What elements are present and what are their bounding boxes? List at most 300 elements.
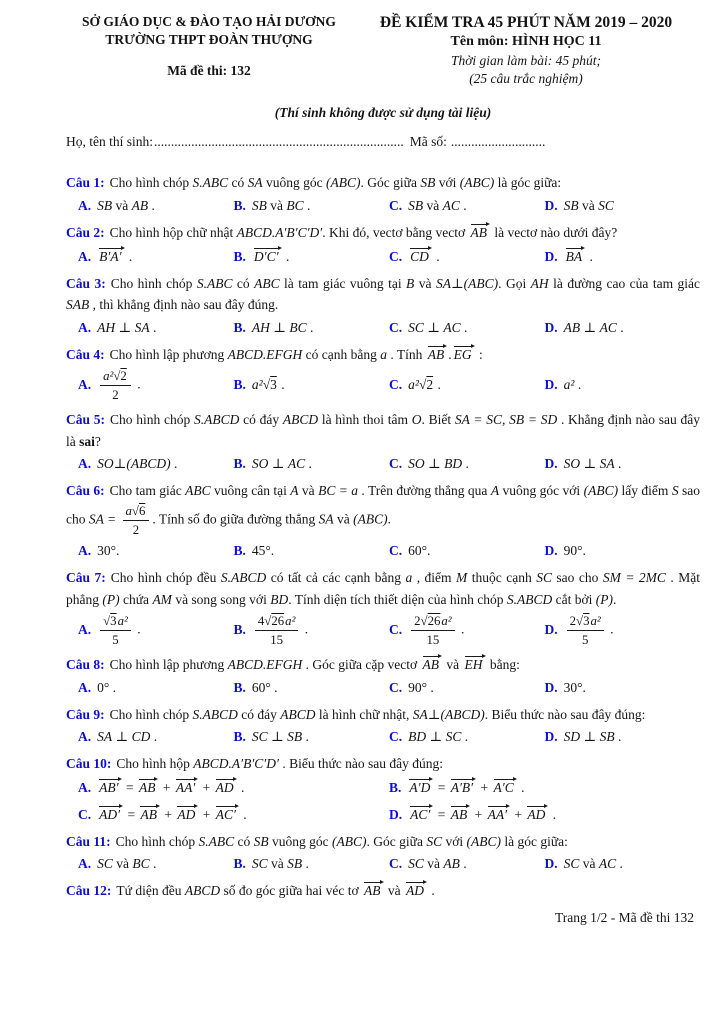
question-label: Câu 10:	[66, 756, 112, 772]
question-label: Câu 7:	[66, 569, 106, 585]
vector: AD′	[98, 804, 123, 822]
vector: CD	[409, 246, 432, 264]
school-name: TRƯỜNG THPT ĐOÀN THƯỢNG	[105, 32, 313, 48]
option-label: D.	[544, 248, 558, 264]
option-label: D.	[544, 198, 558, 214]
vector: AC′	[409, 804, 433, 822]
math-var: S.ABCD	[506, 591, 553, 607]
math-var: SC	[251, 729, 268, 745]
math-var: (ABCD)	[126, 456, 171, 472]
question-body: Câu 9: Cho hình chóp S.ABCD có đáy ABCD là hình chữ nhật, SA⊥(ABCD). Biểu thức nào sau đây đúng:	[66, 706, 646, 722]
option-a: A. $\frac{\text{√3a²}}{5}$ .	[78, 614, 141, 648]
radicand: 3	[270, 377, 277, 393]
math-var: AC	[598, 856, 617, 872]
radicand: 2	[120, 369, 127, 384]
vector: AB	[427, 344, 448, 362]
exam-duration: Thời gian làm bài: 45 phút;	[450, 53, 602, 69]
question-body: Câu 10: Cho hình hộp ABCD.A′B′C′D′ . Biểu thức nào sau đây đúng:	[66, 756, 444, 772]
question-body: Câu 11: Cho hình chóp S.ABC có SB vuông góc (ABC). Góc giữa SC với (ABC) là góc giữa:	[66, 833, 568, 849]
question-12	[66, 880, 700, 902]
math-var: SA =	[88, 511, 120, 527]
numerator: 4√26a²	[255, 613, 299, 631]
question-label: Câu 8:	[66, 657, 105, 673]
option-label: B.	[233, 319, 246, 335]
question-label: Câu 2:	[66, 224, 105, 240]
option-d: D. SB và SC	[544, 198, 614, 214]
vector: AB	[470, 222, 491, 240]
option-b: B. SB và BC .	[233, 198, 311, 214]
math-var: SB	[563, 198, 579, 214]
option-c: C. SC và AB .	[389, 856, 467, 872]
math-var: M	[456, 569, 468, 585]
question-body: Câu 7: Cho hình chóp đều S.ABCD có tất cả các cạnh bằng a , điểm M thuộc cạnh SC sao cho SM = 2MC . Mặt phẳng (P) chứa AM và song song với BD. Tính diện tích thiết diện của hình chóp S.ABCD cắt bởi (P).	[66, 569, 701, 607]
option-b: B. a²√3 .	[233, 377, 285, 393]
vector: AB	[138, 777, 159, 795]
math-var: a	[125, 503, 132, 518]
options-grid	[66, 854, 700, 875]
question-label: Câu 5:	[66, 412, 105, 428]
vector: AB	[450, 804, 471, 822]
math-var: SC	[251, 856, 268, 872]
option-c: C. 60°.	[389, 543, 431, 559]
question-4	[66, 344, 700, 405]
option-label: C.	[389, 679, 403, 695]
math-var: AH	[97, 319, 116, 335]
math-var: ABC	[185, 483, 211, 499]
math-var: BC	[132, 856, 150, 872]
math-var: SC	[536, 569, 552, 585]
math-var: ABCD	[282, 412, 319, 428]
option-b: B. D′C′ .	[234, 246, 390, 268]
options-grid	[66, 246, 700, 268]
question-3	[66, 273, 700, 339]
subject-name: Tên môn: HÌNH HỌC 11	[450, 34, 602, 50]
questions-list	[66, 172, 700, 901]
math-var: SB	[599, 729, 615, 745]
option-label: A.	[78, 248, 92, 264]
fraction	[100, 368, 131, 403]
code-label: Mã số:	[409, 134, 447, 150]
options-grid	[66, 454, 700, 475]
math-var: SC	[97, 856, 113, 872]
option-a: A. AB′ = AB + AA′ + AD .	[78, 777, 389, 799]
fraction	[411, 613, 455, 648]
student-name-line	[66, 134, 700, 150]
math-var: (ABC)	[326, 175, 361, 191]
option-label: C.	[389, 729, 403, 745]
question-label: Câu 6:	[66, 483, 105, 499]
option-label: C.	[389, 621, 403, 637]
option-label: C.	[389, 456, 403, 472]
option-label: D.	[544, 456, 558, 472]
math-var: ABCD.EFGH	[227, 346, 303, 362]
header-right-block	[352, 13, 700, 88]
option-b: B. AH ⊥ BC .	[233, 319, 314, 335]
math-var: AB	[131, 198, 149, 214]
radicand: 6	[138, 503, 146, 518]
math-var: (ABCD)	[440, 706, 485, 722]
math-var: BC	[289, 319, 307, 335]
math-var: (ABC)	[583, 483, 619, 499]
fraction	[567, 613, 604, 648]
square-root: √3	[576, 614, 590, 629]
option-b: B. SO ⊥ AC .	[233, 456, 312, 472]
fraction	[100, 613, 131, 648]
option-label: B.	[233, 856, 246, 872]
math-var: S.ABC	[198, 833, 235, 849]
option-d: D. a² .	[544, 377, 582, 393]
option-label: C.	[389, 319, 403, 335]
option-d: D. 90°.	[544, 543, 586, 559]
vector: AD	[176, 804, 198, 822]
options-grid	[66, 367, 700, 404]
question-body: Câu 5: Cho hình chóp S.ABCD có đáy ABCD là hình thoi tâm O. Biết SA = SC, SB = SD . Khẳng định nào sau đây là sai?	[66, 412, 700, 449]
name-dotted-line: ..........................................................................	[154, 134, 404, 150]
numerator	[100, 368, 131, 386]
math-var: S.ABC	[196, 275, 233, 291]
math-var: SA	[134, 319, 150, 335]
math-var: BD	[270, 591, 289, 607]
option-label: D.	[544, 679, 558, 695]
math-var: BD	[408, 729, 427, 745]
math-var: AM	[152, 591, 172, 607]
math-var: ABCD	[184, 883, 221, 899]
option-d: D. BA .	[545, 246, 701, 268]
question-label: Câu 4:	[66, 346, 105, 362]
option-label: A.	[78, 456, 92, 472]
option-a: A. SC và BC .	[78, 856, 157, 872]
math-var: SO	[97, 456, 114, 472]
option-label: B.	[233, 679, 246, 695]
math-var: SA	[318, 511, 334, 527]
math-var: SC	[563, 856, 580, 872]
option-label: A.	[78, 856, 92, 872]
math-var: (ABC)	[459, 175, 495, 191]
option-d: D. SO ⊥ SA .	[544, 456, 622, 472]
option-b: B. SC ⊥ SB .	[233, 729, 309, 745]
exam-header	[66, 13, 700, 88]
math-var: a²	[408, 377, 419, 393]
math-var: (P)	[102, 591, 120, 607]
math-var: SC	[445, 729, 462, 745]
math-var: AC	[443, 319, 461, 335]
question-7	[66, 567, 700, 649]
math-var: (P)	[595, 591, 614, 607]
square-root: √26	[420, 614, 441, 629]
square-root: √3	[103, 614, 117, 629]
numerator: 2√3a²	[567, 613, 604, 631]
vector: AD	[526, 804, 548, 822]
math-var: ABC	[254, 275, 280, 291]
vector: AC′	[215, 804, 239, 822]
options-grid	[66, 196, 700, 217]
option-label: D.	[544, 729, 558, 745]
option-label: B.	[233, 248, 246, 264]
radicand: 26	[271, 614, 285, 629]
vector: D′C′	[253, 246, 282, 264]
math-var: SM = 2MC	[602, 569, 666, 585]
option-c: C. SC ⊥ AC .	[389, 319, 468, 335]
math-var: B	[406, 275, 415, 291]
option-a: A. SA ⊥ CD .	[78, 729, 158, 745]
math-var: SA	[97, 729, 113, 745]
option-c: C. $\frac{\text{2√26a²}}{15}$ .	[389, 614, 465, 648]
radicand: 3	[110, 614, 117, 629]
option-label: C.	[389, 543, 403, 559]
math-var: ABCD.EFGH	[227, 657, 303, 673]
option-c: C. AD′ = AB + AD + AC′ .	[78, 804, 389, 826]
math-var: AH	[251, 319, 270, 335]
question-10	[66, 753, 700, 825]
math-var: AH	[530, 275, 549, 291]
math-var: ABCD	[280, 706, 316, 722]
math-var: S	[671, 483, 679, 499]
math-var: SC	[408, 319, 424, 335]
fraction	[123, 503, 150, 538]
math-var: a²	[590, 614, 601, 629]
numerator	[100, 613, 131, 631]
question-9	[66, 704, 700, 749]
option-label: A.	[78, 543, 92, 559]
exam-notice: (Thí sinh không được sử dụng tài liệu)	[274, 105, 492, 121]
options-grid	[66, 727, 700, 748]
option-a: A. SB và AB .	[78, 198, 155, 214]
options-grid	[66, 612, 700, 649]
question-body: Câu 6: Cho tam giác ABC vuông cân tại A và BC = a . Trên đường thẳng qua A vuông góc với (ABC) lấy điểm S sao cho SA = $\frac{a√6}{2}$ . Tính số đo giữa đường thẳng SA và (ABC).	[66, 483, 700, 537]
vector: EG	[453, 344, 475, 362]
option-a: A. B′A′ .	[78, 246, 234, 268]
math-var: SB	[251, 198, 267, 214]
option-label: D.	[544, 621, 558, 637]
math-var: S.ABC	[192, 175, 229, 191]
option-label: D.	[544, 856, 558, 872]
options-grid	[66, 541, 700, 562]
vector: AA′	[487, 804, 510, 822]
question-count: (25 câu trắc nghiệm)	[469, 71, 583, 87]
option-a: A. SO⊥(ABCD) .	[78, 456, 178, 472]
page-footer	[66, 910, 700, 926]
option-label: B.	[233, 621, 246, 637]
math-var: SC	[426, 833, 443, 849]
math-var: SA	[599, 456, 615, 472]
question-body: Câu 3: Cho hình chóp S.ABC có ABC là tam giác vuông tại B và SA⊥(ABC). Gọi AH là đường cao của tam giác SAB , thì khẳng định nào sau đây đúng.	[66, 275, 701, 313]
option-label: C.	[78, 806, 92, 822]
option-b: B. A′D = A′B′ + A′C .	[389, 777, 700, 799]
option-label: B.	[233, 543, 246, 559]
math-var: a²	[251, 377, 263, 393]
vector: AB	[422, 654, 443, 672]
option-label: D.	[544, 319, 558, 335]
option-a: A. AH ⊥ SA .	[78, 319, 157, 335]
math-var: a²	[441, 614, 452, 629]
math-var: (ABC)	[463, 275, 499, 291]
vector: AB	[139, 804, 160, 822]
option-d: D. AB ⊥ AC .	[544, 319, 624, 335]
option-label: B.	[233, 377, 246, 393]
vector: AD	[405, 880, 427, 898]
math-var: (ABC)	[353, 511, 388, 527]
math-var: S.ABCD	[193, 412, 240, 428]
math-var: BC	[286, 198, 304, 214]
vector: A′C	[493, 777, 517, 795]
square-root: √3	[262, 377, 277, 393]
math-var: a²	[563, 377, 575, 393]
math-var: a	[380, 346, 387, 362]
question-body: Câu 1: Cho hình chóp S.ABC có SA vuông góc (ABC). Góc giữa SB với (ABC) là góc giữa:	[66, 175, 562, 191]
options-grid	[66, 318, 700, 339]
option-a: A. $\frac{\text{a²√2}}{2}$ .	[78, 369, 141, 403]
math-var: SC	[408, 856, 424, 872]
math-var: S.ABCD	[192, 706, 238, 722]
math-var: A	[290, 483, 299, 499]
math-var: SB	[287, 729, 303, 745]
option-label: A.	[78, 679, 92, 695]
option-b: B. 45°.	[233, 543, 275, 559]
option-b: B. SC và SB .	[233, 856, 309, 872]
radicand: 3	[583, 614, 590, 629]
header-left-block	[66, 13, 352, 88]
option-d: D. SC và AC .	[544, 856, 623, 872]
option-label: D.	[389, 806, 403, 822]
option-label: A.	[78, 621, 92, 637]
math-var: SD	[563, 729, 581, 745]
option-label: D.	[544, 377, 558, 393]
math-var: SB	[420, 175, 436, 191]
question-body: Câu 8: Cho hình lập phương ABCD.EFGH . Góc giữa cặp vectơ AB và EH bằng:	[66, 654, 700, 676]
math-var: A	[490, 483, 500, 499]
option-label: A.	[78, 779, 92, 795]
option-label: D.	[544, 543, 558, 559]
math-var: O	[411, 412, 422, 428]
option-label: C.	[389, 248, 403, 264]
denominator: 5	[581, 633, 589, 648]
option-label: A.	[78, 729, 92, 745]
exam-title: ĐỀ KIỂM TRA 45 PHÚT NĂM 2019 – 2020	[379, 14, 673, 31]
vector: EH	[464, 654, 486, 672]
math-var: SA	[412, 706, 428, 722]
square-root: √2	[113, 369, 127, 384]
question-body: Câu 4: Cho hình lập phương ABCD.EFGH có cạnh bằng a . Tính AB . EG :	[66, 344, 700, 366]
question-label: Câu 3:	[66, 275, 106, 291]
bold-text: sai	[79, 433, 95, 449]
question-label: Câu 9:	[66, 706, 105, 722]
fraction	[255, 613, 299, 648]
square-root: √2	[418, 377, 434, 393]
vector: A′D	[408, 777, 433, 795]
option-d: D. AC′ = AB + AA′ + AD .	[389, 804, 700, 826]
option-b: B. $\frac{\text{4√26a²}}{15}$ .	[233, 614, 309, 648]
math-var: SO	[251, 456, 269, 472]
vector: AA′	[175, 777, 198, 795]
option-label: C.	[389, 856, 403, 872]
question-1	[66, 172, 700, 217]
math-var: AC	[287, 456, 306, 472]
denominator: 15	[426, 633, 440, 648]
vector: B′A′	[98, 246, 124, 264]
option-label: A.	[78, 198, 92, 214]
vector: AD	[215, 777, 237, 795]
option-label: B.	[233, 729, 246, 745]
math-var: (ABC)	[466, 833, 501, 849]
math-var: BC = a	[318, 483, 359, 499]
math-var: BD	[444, 456, 463, 472]
math-var: a²	[103, 369, 114, 384]
option-label: B.	[389, 779, 402, 795]
options-grid	[66, 678, 700, 699]
math-var: CD	[131, 729, 151, 745]
math-var: SAB	[66, 297, 90, 313]
math-var: SB	[253, 833, 269, 849]
question-label: Câu 12:	[66, 883, 112, 899]
option-a: A. 0° .	[78, 679, 117, 695]
denominator: 2	[132, 523, 140, 537]
math-var: AB	[563, 319, 581, 335]
math-var: a	[405, 569, 413, 585]
option-label: C.	[389, 198, 403, 214]
vector: AB′	[98, 777, 121, 795]
radicand: 2	[426, 377, 434, 393]
radicand: 26	[427, 614, 441, 629]
option-d: D. 30°.	[544, 679, 586, 695]
math-var: SA	[247, 175, 263, 191]
numerator	[123, 503, 150, 521]
options-grid	[66, 777, 700, 826]
option-label: A.	[78, 319, 92, 335]
math-var: SB	[287, 856, 303, 872]
option-label: B.	[233, 198, 246, 214]
numerator: 2√26a²	[411, 613, 455, 631]
math-var: a²	[117, 614, 128, 629]
question-8	[66, 654, 700, 699]
math-var: ABCD.A′B′C′D′	[236, 224, 323, 240]
question-label: Câu 11:	[66, 833, 111, 849]
name-label: Họ, tên thí sinh:	[66, 134, 153, 150]
math-var: AB	[443, 856, 460, 872]
option-d: D. $\frac{\text{2√3a²}}{5}$ .	[544, 614, 614, 648]
math-var: ABCD.A′B′C′D′	[193, 756, 279, 772]
math-var: SB	[97, 198, 113, 214]
option-c: C. 90° .	[389, 679, 434, 695]
vector: AB	[363, 880, 384, 898]
option-c: C. CD .	[389, 246, 545, 268]
question-11	[66, 831, 700, 876]
option-c: C. BD ⊥ SC .	[389, 729, 469, 745]
denominator: 2	[112, 388, 119, 403]
question-5	[66, 409, 700, 475]
math-var: SA	[435, 275, 451, 291]
option-label: A.	[78, 376, 92, 392]
vector: BA	[565, 246, 586, 264]
option-b: B. 60° .	[233, 679, 278, 695]
vector: A′B′	[450, 777, 476, 795]
option-c: C. SO ⊥ BD .	[389, 456, 469, 472]
page-number: Trang 1/2 - Mã đề thi 132	[555, 909, 694, 925]
option-d: D. SD ⊥ SB .	[544, 729, 622, 745]
question-body: Câu 12: Tứ diện đều ABCD số đo góc giữa hai véc tơ AB và AD .	[66, 880, 700, 902]
code-dotted-line: ............................	[450, 134, 546, 150]
denominator: 5	[112, 633, 119, 648]
math-var: SC	[598, 198, 614, 214]
option-label: C.	[389, 377, 403, 393]
option-c: C. SB và AC .	[389, 198, 467, 214]
square-root: √26	[264, 614, 285, 629]
option-label: B.	[233, 456, 246, 472]
math-var: SA = SC, SB = SD	[454, 412, 558, 428]
exam-code: Mã đề thi: 132	[167, 63, 251, 79]
department-name: SỞ GIÁO DỤC & ĐÀO TẠO HẢI DƯƠNG	[82, 14, 336, 29]
math-var: S.ABCD	[220, 569, 267, 585]
square-root: √6	[131, 503, 146, 518]
